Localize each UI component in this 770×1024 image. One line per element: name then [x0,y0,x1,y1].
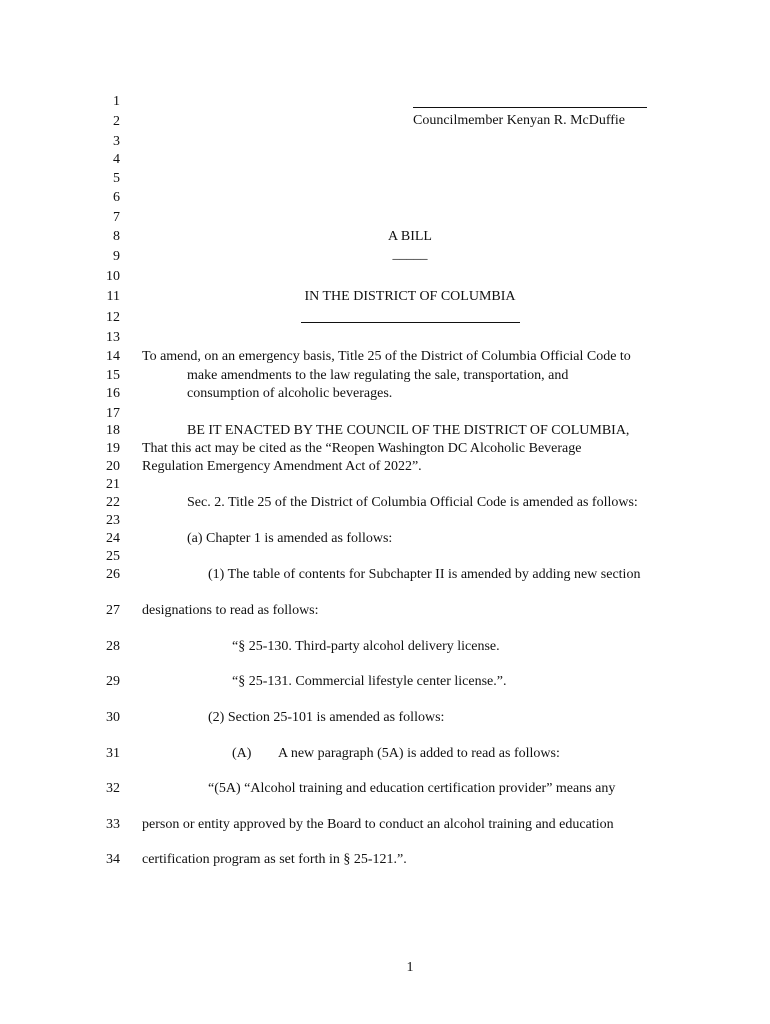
line-number: 14 [106,349,120,364]
line-number: 10 [106,269,120,284]
line-number: 20 [106,459,120,474]
line-number: 16 [106,386,120,401]
purpose-line-1: To amend, on an emergency basis, Title 25 of the District of Columbia Official Code to [142,349,631,364]
sponsor-name: Councilmember Kenyan R. McDuffie [413,113,626,128]
enacting-line-1: BE IT ENACTED BY THE COUNCIL OF THE DISTRICT OF COLUMBIA, [187,423,630,438]
definition-line-1: “(5A) “Alcohol training and education certification provider” means any [208,781,616,796]
line-number: 34 [106,852,120,867]
line-number: 4 [113,152,120,167]
line-number: 32 [106,781,120,796]
jurisdiction-rule [301,322,520,323]
enacting-line-3: Regulation Emergency Amendment Act of 2022”. [142,459,422,474]
paragraph-2: (2) Section 25-101 is amended as follows: [208,710,445,725]
toc-entry-25-130: “§ 25-130. Third-party alcohol delivery license. [232,639,500,654]
bill-title: A BILL [388,229,432,244]
line-number: 24 [106,531,120,546]
line-number: 7 [113,210,120,225]
line-number: 2 [113,114,120,129]
line-number: 9 [113,249,120,264]
signature-line [413,107,647,108]
subparagraph-A-label: (A) [232,746,252,761]
line-number: 26 [106,567,120,582]
line-number: 21 [106,477,120,492]
line-number: 23 [106,513,120,528]
definition-line-3: certification program as set forth in § 25-121.”. [142,852,407,867]
line-number: 31 [106,746,120,761]
line-number: 1 [113,94,120,109]
definition-line-2: person or entity approved by the Board to conduct an alcohol training and education [142,817,614,832]
purpose-line-3: consumption of alcoholic beverages. [187,386,393,401]
toc-entry-25-131: “§ 25-131. Commercial lifestyle center license.”. [232,674,507,689]
line-number: 33 [106,817,120,832]
line-number: 22 [106,495,120,510]
section-2-heading: Sec. 2. Title 25 of the District of Columbia Official Code is amended as follows: [187,495,638,510]
line-number: 15 [106,368,120,383]
line-number: 18 [106,423,120,438]
line-number: 6 [113,190,120,205]
purpose-line-2: make amendments to the law regulating the sale, transportation, and [187,368,569,383]
page-number: 1 [406,960,414,975]
line-number: 13 [106,330,120,345]
paragraph-1: (1) The table of contents for Subchapter II is amended by adding new section [208,567,641,582]
bill-number-blank: _____ [392,247,428,262]
line-number: 12 [106,310,120,325]
line-number: 30 [106,710,120,725]
line-number: 17 [106,406,120,421]
line-number: 19 [106,441,120,456]
line-number: 8 [113,229,120,244]
line-number: 27 [106,603,120,618]
line-number: 5 [113,171,120,186]
paragraph-1-continued: designations to read as follows: [142,603,319,618]
line-number: 11 [106,289,120,304]
line-number: 29 [106,674,120,689]
paragraph-a: (a) Chapter 1 is amended as follows: [187,531,393,546]
enacting-line-2: That this act may be cited as the “Reopen Washington DC Alcoholic Beverage [142,441,582,456]
line-number: 25 [106,549,120,564]
line-number: 28 [106,639,120,654]
subparagraph-A-text: A new paragraph (5A) is added to read as follows: [278,746,560,761]
jurisdiction-heading: IN THE DISTRICT OF COLUMBIA [304,289,516,304]
line-number: 3 [113,134,120,149]
